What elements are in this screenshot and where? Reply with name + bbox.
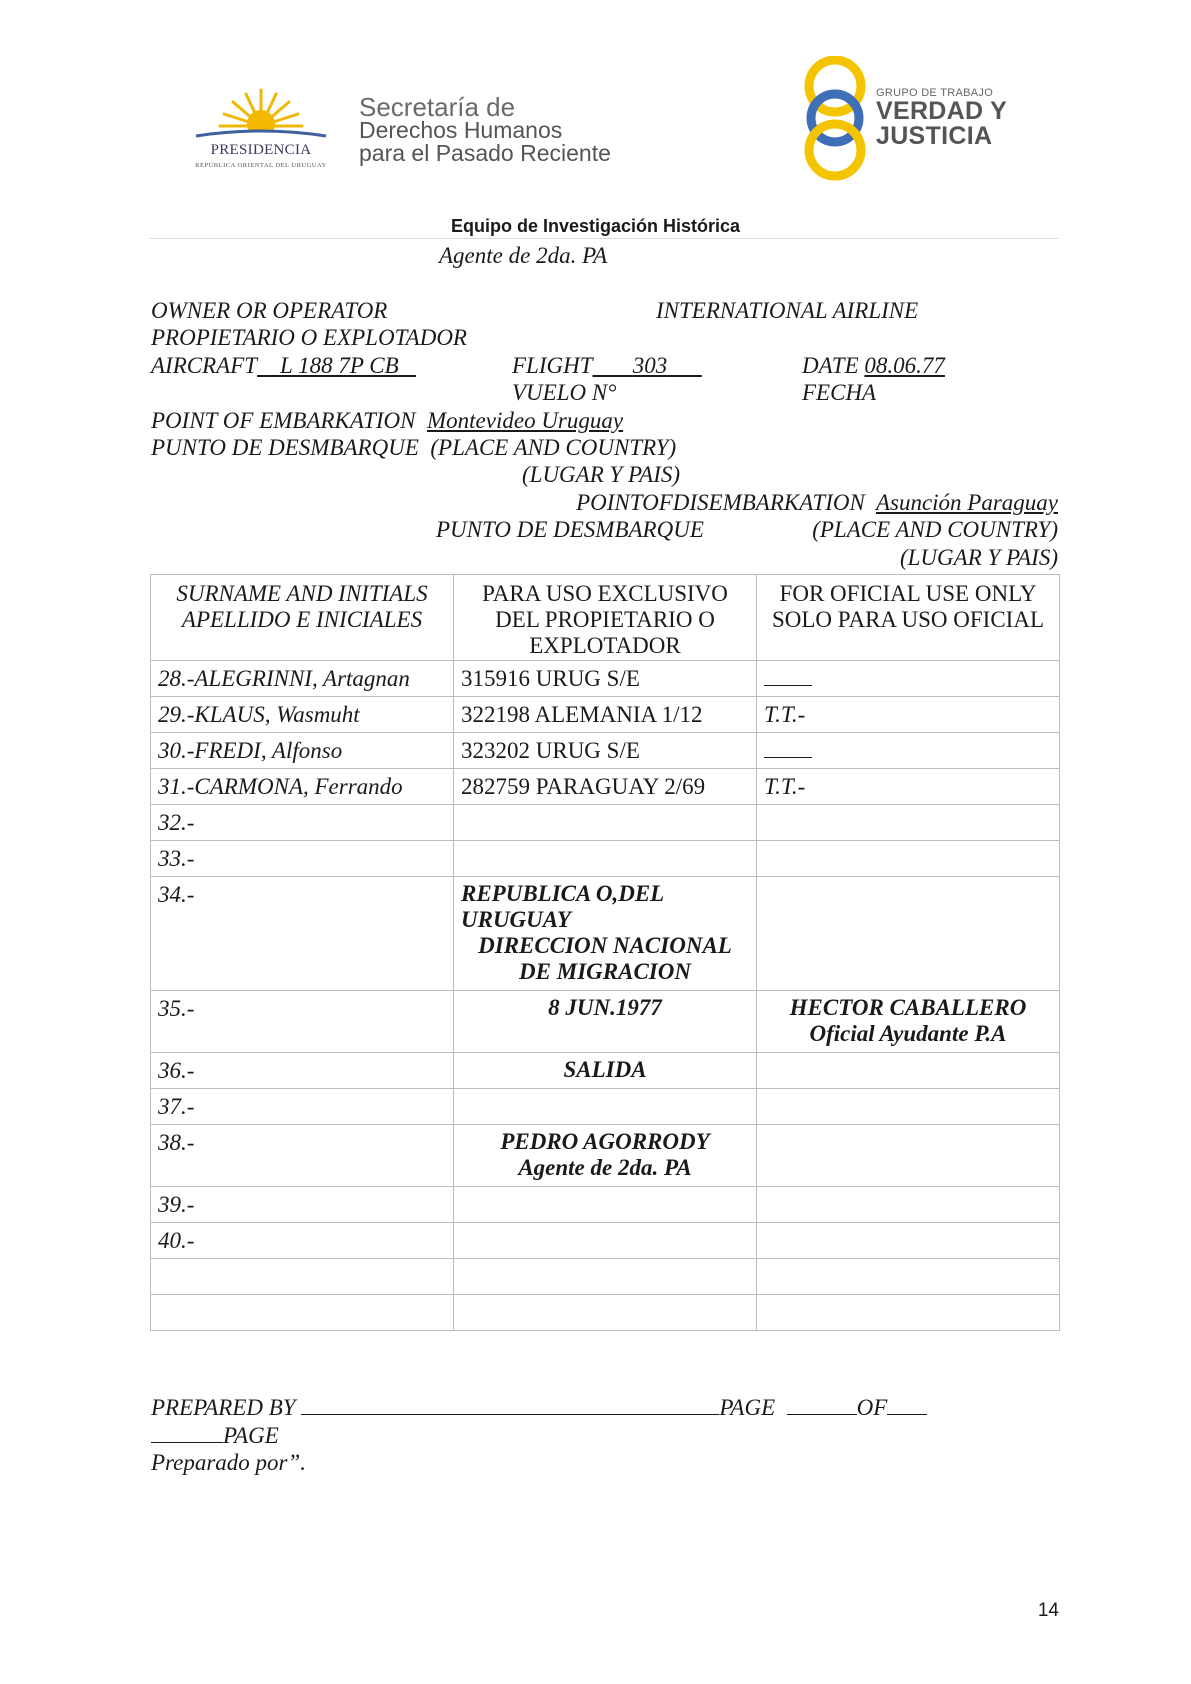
table-row bbox=[151, 841, 1060, 877]
cell-line: URUGUAY bbox=[461, 907, 571, 932]
table-row bbox=[151, 805, 1060, 841]
surname-cell: 29.-KLAUS, Wasmuht bbox=[151, 697, 454, 733]
disembarkation-field bbox=[576, 490, 1058, 516]
secretaria-line-3: para el Pasado Reciente bbox=[359, 140, 611, 166]
header-divider bbox=[150, 238, 1058, 239]
official-use-cell: T.T.- bbox=[757, 697, 1060, 733]
verdad-justicia-logo bbox=[800, 56, 1010, 181]
official-use-cell bbox=[757, 991, 1060, 1053]
presidencia-logo bbox=[186, 86, 336, 176]
surname-cell: 32.- bbox=[151, 805, 454, 841]
cell-line: Oficial Ayudante P.A bbox=[809, 1021, 1007, 1046]
cell-line: SOLO PARA USO OFICIAL bbox=[771, 607, 1044, 632]
table-row bbox=[151, 1053, 1060, 1089]
prepared-by-line bbox=[151, 1394, 927, 1421]
desembarque-line-1 bbox=[151, 435, 676, 461]
official-use-cell bbox=[757, 661, 1060, 697]
owner-use-cell bbox=[454, 1295, 757, 1331]
vuelo-label: VUELO N° bbox=[512, 380, 617, 405]
lugar-pais-1: (LUGAR Y PAIS) bbox=[522, 462, 681, 487]
surname-cell: 31.-CARMONA, Ferrando bbox=[151, 769, 454, 805]
agent-heading: Agente de 2da. PA bbox=[439, 243, 608, 268]
secretaria-line-1: Secretaría de bbox=[359, 92, 516, 122]
cell-line: DE MIGRACION bbox=[519, 959, 691, 984]
surname-cell: 40.- bbox=[151, 1223, 454, 1259]
surname-cell: 34.- bbox=[151, 877, 454, 991]
vyj-title-line-1: VERDAD Y bbox=[876, 97, 1008, 125]
owner-use-cell bbox=[454, 841, 757, 877]
date-label: DATE bbox=[802, 353, 859, 378]
rings-emblem-icon bbox=[800, 56, 870, 181]
surname-cell: 39.- bbox=[151, 1187, 454, 1223]
vyj-title-line-2: JUSTICIA bbox=[876, 122, 993, 150]
flight-field bbox=[512, 353, 702, 379]
cell-line: SURNAME AND INITIALS bbox=[176, 581, 428, 606]
cell-line: 8 JUN.1977 bbox=[548, 995, 662, 1020]
desembarque-label-2: PUNTO DE DESMBARQUE bbox=[436, 517, 704, 542]
official-use-cell bbox=[757, 1223, 1060, 1259]
blank-line bbox=[764, 737, 812, 758]
owner-use-cell bbox=[454, 877, 757, 991]
place-country-1: (PLACE AND COUNTRY) bbox=[430, 435, 677, 460]
owner-use-cell bbox=[454, 1223, 757, 1259]
official-use-cell: T.T.- bbox=[757, 769, 1060, 805]
blank-line bbox=[764, 665, 812, 686]
header-cell-col3 bbox=[757, 575, 1060, 661]
official-use-cell bbox=[757, 1187, 1060, 1223]
cell-line: REPUBLICA O,DEL bbox=[461, 881, 665, 906]
cell-line: FOR OFICIAL USE ONLY bbox=[779, 581, 1037, 606]
preparado-por: Preparado por”. bbox=[151, 1450, 307, 1475]
secretaria-logo bbox=[359, 92, 611, 166]
fecha-label: FECHA bbox=[802, 380, 877, 405]
presidencia-label: PRESIDENCIA bbox=[210, 142, 312, 158]
owner-value: INTERNATIONAL AIRLINE bbox=[656, 298, 919, 323]
surname-cell: 33.- bbox=[151, 841, 454, 877]
cell-line: PEDRO AGORRODY bbox=[500, 1129, 710, 1154]
team-heading: Equipo de Investigación Histórica bbox=[450, 216, 741, 236]
lugar-pais-2: (LUGAR Y PAIS) bbox=[899, 545, 1058, 570]
embarkation-field bbox=[151, 408, 623, 434]
embarkation-label: POINT OF EMBARKATION bbox=[151, 408, 416, 433]
owner-use-cell: 323202 URUG S/E bbox=[454, 733, 757, 769]
surname-cell: 30.-FREDI, Alfonso bbox=[151, 733, 454, 769]
table-row bbox=[151, 733, 1060, 769]
prepared-by-blank bbox=[301, 1394, 719, 1415]
official-use-cell bbox=[757, 877, 1060, 991]
disembarkation-value: Asunción Paraguay bbox=[875, 490, 1058, 515]
official-use-cell bbox=[757, 1125, 1060, 1187]
surname-cell: 36.- bbox=[151, 1053, 454, 1089]
page2-label: PAGE bbox=[223, 1423, 279, 1448]
header-cell-col1 bbox=[151, 575, 454, 661]
official-use-cell bbox=[757, 1053, 1060, 1089]
table-row bbox=[151, 877, 1060, 991]
table-row bbox=[151, 1089, 1060, 1125]
owner-use-cell bbox=[454, 1187, 757, 1223]
owner-use-cell bbox=[454, 1089, 757, 1125]
surname-cell bbox=[151, 1259, 454, 1295]
page-label: PAGE bbox=[719, 1395, 776, 1420]
table-row bbox=[151, 1223, 1060, 1259]
official-use-cell bbox=[757, 1089, 1060, 1125]
vyj-small-label: GRUPO DE TRABAJO bbox=[876, 87, 994, 99]
table-row bbox=[151, 1259, 1060, 1295]
page-line-2 bbox=[151, 1422, 279, 1449]
place-country-2: (PLACE AND COUNTRY) bbox=[812, 517, 1058, 542]
page-blank bbox=[787, 1394, 857, 1415]
table-row bbox=[151, 991, 1060, 1053]
owner-use-cell bbox=[454, 991, 757, 1053]
table-header-row bbox=[151, 575, 1060, 661]
official-use-cell bbox=[757, 1259, 1060, 1295]
aircraft-label: AIRCRAFT bbox=[151, 353, 258, 378]
official-use-cell bbox=[757, 841, 1060, 877]
table-row bbox=[151, 1295, 1060, 1331]
page2-blank bbox=[151, 1422, 223, 1443]
passenger-table bbox=[150, 574, 1060, 1331]
owner-use-cell bbox=[454, 1053, 757, 1089]
cell-line: Agente de 2da. PA bbox=[518, 1155, 692, 1180]
disembarkation-label: POINTOFDISEMBARKATION bbox=[576, 490, 865, 515]
cell-line: EXPLOTADOR bbox=[529, 633, 681, 658]
table-row bbox=[151, 1125, 1060, 1187]
table-row bbox=[151, 697, 1060, 733]
table-row bbox=[151, 661, 1060, 697]
cell-line: PARA USO EXCLUSIVO bbox=[482, 581, 728, 606]
surname-cell: 38.- bbox=[151, 1125, 454, 1187]
cell-line: HECTOR CABALLERO bbox=[789, 995, 1027, 1020]
presidencia-sublabel: REPÚBLICA ORIENTAL DEL URUGUAY bbox=[195, 162, 327, 169]
owner-use-cell: 322198 ALEMANIA 1/12 bbox=[454, 697, 757, 733]
prepared-by-label: PREPARED BY bbox=[151, 1395, 296, 1420]
sun-emblem-icon bbox=[186, 86, 336, 146]
embarkation-value: Montevideo Uruguay bbox=[427, 408, 624, 433]
owner-use-cell: 282759 PARAGUAY 2/69 bbox=[454, 769, 757, 805]
flight-value: 303 bbox=[632, 353, 668, 378]
propietario-label: PROPIETARIO O EXPLOTADOR bbox=[151, 325, 467, 350]
owner-use-cell bbox=[454, 1125, 757, 1187]
table-row bbox=[151, 1187, 1060, 1223]
owner-use-cell bbox=[454, 1259, 757, 1295]
desembarque-label-1: PUNTO DE DESMBARQUE bbox=[151, 435, 419, 460]
official-use-cell bbox=[757, 805, 1060, 841]
surname-cell: 28.-ALEGRINNI, Artagnan bbox=[151, 661, 454, 697]
surname-cell bbox=[151, 1295, 454, 1331]
of-label: OF bbox=[856, 1395, 888, 1420]
secretaria-line-2: Derechos Humanos bbox=[359, 117, 563, 143]
table-row bbox=[151, 769, 1060, 805]
cell-line: DEL PROPIETARIO O bbox=[495, 607, 715, 632]
official-use-cell bbox=[757, 733, 1060, 769]
aircraft-value: L 188 7P CB bbox=[280, 353, 399, 378]
of-blank bbox=[887, 1394, 927, 1415]
flight-label: FLIGHT bbox=[512, 353, 593, 378]
owner-use-cell bbox=[454, 805, 757, 841]
surname-cell: 37.- bbox=[151, 1089, 454, 1125]
page-number: 14 bbox=[1037, 1600, 1059, 1621]
aircraft-field bbox=[151, 353, 416, 379]
cell-line: SALIDA bbox=[563, 1057, 647, 1082]
header-cell-col2 bbox=[454, 575, 757, 661]
owner-label: OWNER OR OPERATOR bbox=[151, 298, 388, 323]
date-value: 08.06.77 bbox=[864, 353, 945, 378]
surname-cell: 35.- bbox=[151, 991, 454, 1053]
official-use-cell bbox=[757, 1295, 1060, 1331]
cell-line: DIRECCION NACIONAL bbox=[478, 933, 732, 958]
date-field bbox=[802, 353, 945, 379]
cell-line: APELLIDO E INICIALES bbox=[181, 607, 423, 632]
owner-use-cell: 315916 URUG S/E bbox=[454, 661, 757, 697]
